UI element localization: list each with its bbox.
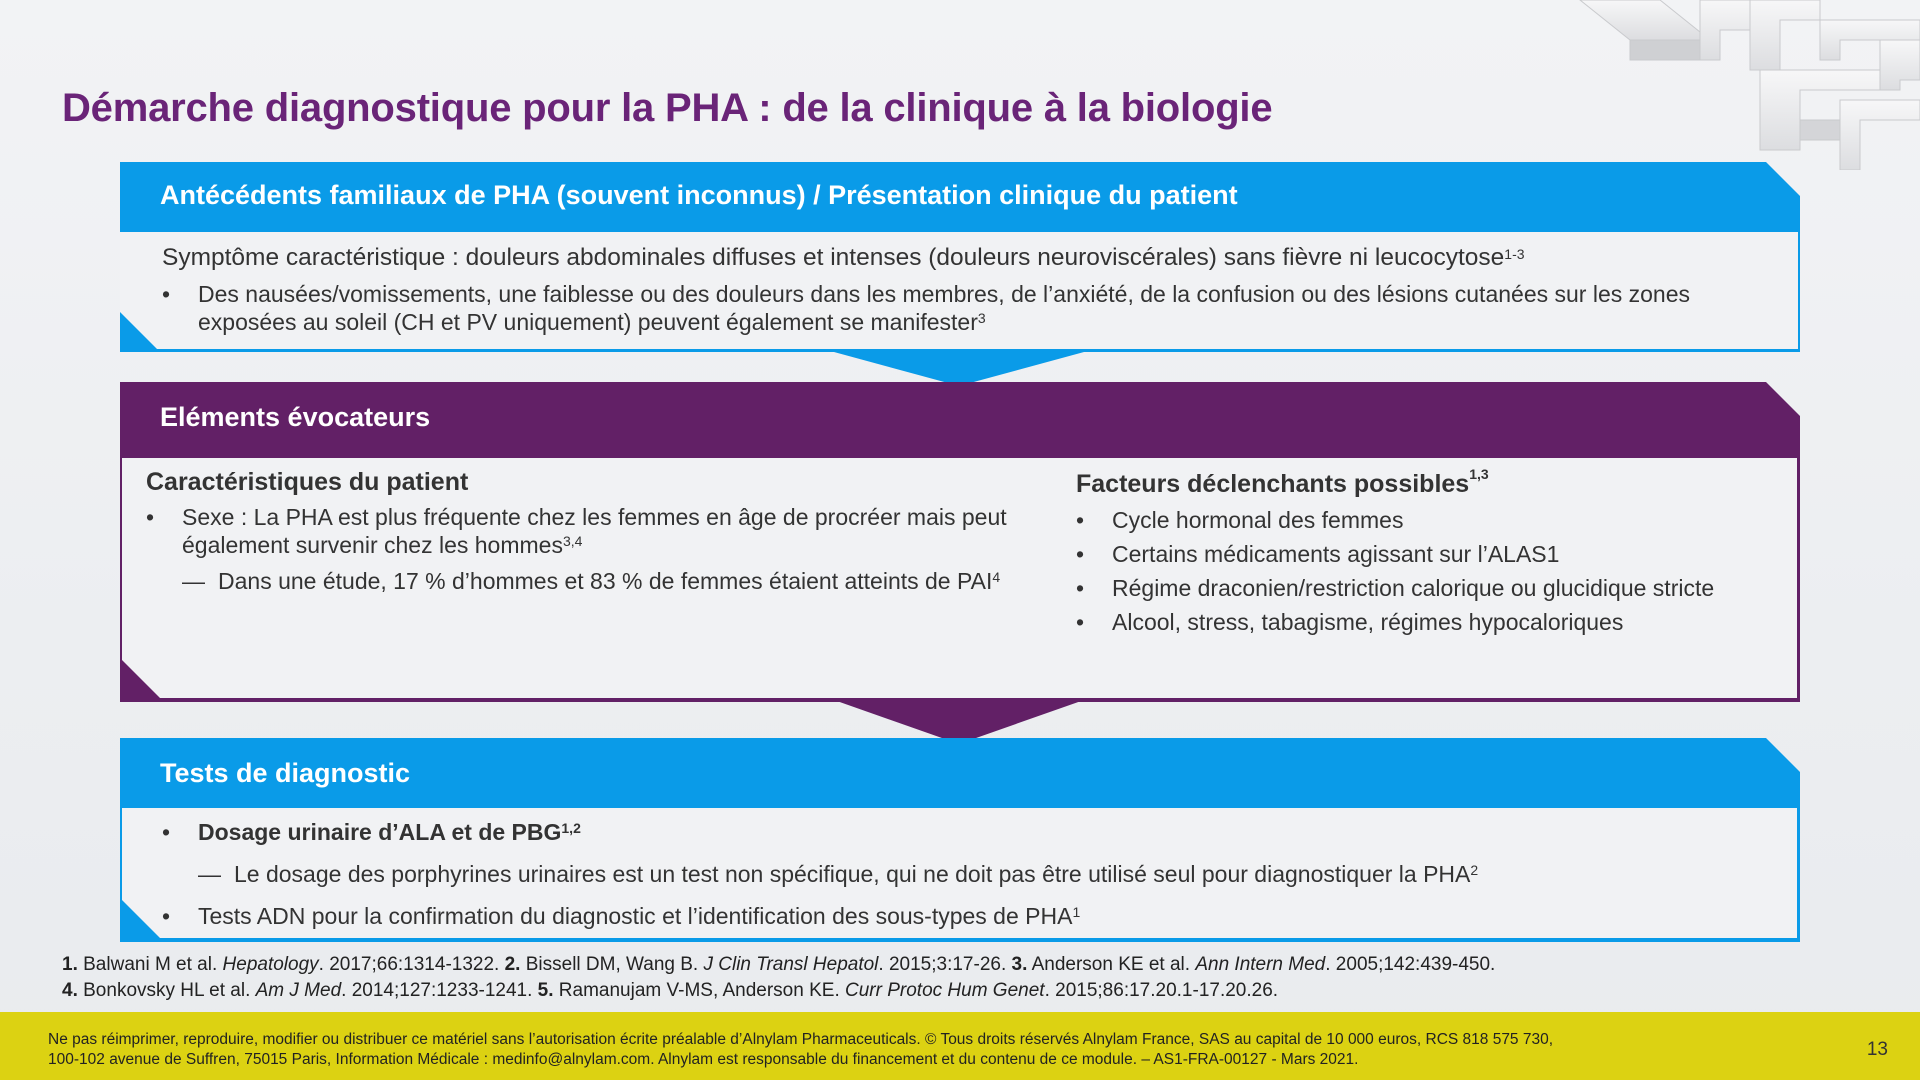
evocative-elements-box [118, 380, 1802, 744]
list-item [1076, 537, 1776, 571]
urinary-assay-bullet [162, 818, 1782, 846]
other-symptoms-text: Des nausées/vomissements, une faiblesse ou des douleurs dans les membres, de l’anxiété, de la confusion ou des lésions cutanées sur les zones exposées au soleil (CH et PV uniquement) peuvent également se manifester [198, 281, 1691, 335]
ref-details: . 2015;86:17.20.1-17.20.26. [1044, 980, 1279, 1001]
ref-authors: Anderson KE et al. [1027, 954, 1196, 975]
citation-superscript: 1,2 [561, 820, 581, 836]
triggers-column [1076, 466, 1776, 639]
triggers-list [1076, 503, 1776, 639]
sex-bullet-text: Sexe : La PHA est plus fréquente chez les femmes en âge de procréer mais peut également survenir chez les hommes [182, 504, 1007, 558]
other-symptoms-bullet [162, 280, 1782, 336]
bullet-marker: • [146, 504, 155, 530]
citation-superscript: 4 [992, 569, 1001, 585]
ref-journal: J Clin Transl Hepatol [703, 954, 879, 975]
ref-authors: Balwani M et al. [77, 954, 223, 975]
legal-footer-line-2: 100-102 avenue de Suffren, 75015 Paris, Information Médicale : medinfo@alnylam.com. Alnylam est responsable du financement et du contenu de ce module. – AS1-FRA-00127 - Mars 2021. [48, 1051, 1359, 1068]
ref-journal: Hepatology [222, 954, 319, 975]
clinical-box-header: Antécédents familiaux de PHA (souvent inconnus) / Présentation clinique du patient [160, 180, 1238, 210]
ref-authors: Ramanujam V-MS, Anderson KE. [553, 980, 845, 1001]
references-line-2 [62, 978, 1495, 1004]
bullet-marker: • [162, 281, 171, 307]
study-dash-text: Dans une étude, 17 % d’hommes et 83 % de femmes étaient atteints de PAI [218, 568, 993, 594]
ref-number: 5. [537, 980, 554, 1001]
porphyrin-dash-text: Le dosage des porphyrines urinaires est un test non spécifique, qui ne doit pas être utilisé seul pour diagnostiquer la PHA [234, 861, 1471, 887]
slide-title: Démarche diagnostique pour la PHA : de la clinique à la biologie [62, 86, 1273, 130]
patient-characteristics-heading: Caractéristiques du patient [146, 468, 469, 496]
trigger-text: Certains médicaments agissant sur l’ALAS1 [1112, 541, 1560, 567]
triggers-heading [1076, 466, 1776, 499]
trigger-text: Régime draconien/restriction calorique ou glucidique stricte [1112, 575, 1715, 601]
ref-authors: Bissell DM, Wang B. [520, 954, 704, 975]
bullet-marker: • [162, 819, 171, 845]
maze-image [1280, 0, 1920, 170]
ref-journal: Curr Protoc Hum Genet [845, 980, 1045, 1001]
legal-footer-line-1: Ne pas réimprimer, reproduire, modifier ou distribuer ce matériel sans l’autorisation écrite préalable d’Alnylam Pharmaceuticals. © Tous droits réservés Alnylam France, SAS au capital de 10 000 euros, RCS 818 575 730, [48, 1031, 1554, 1048]
bullet-marker: • [1076, 541, 1085, 567]
ref-authors: Bonkovsky HL et al. [77, 980, 256, 1001]
list-item [1076, 503, 1776, 537]
dash-marker: — [182, 568, 205, 594]
bullet-marker: • [1076, 507, 1085, 533]
ref-number: 4. [62, 980, 78, 1001]
legal-footer-text [48, 1030, 1768, 1070]
trigger-text: Alcool, stress, tabagisme, régimes hypocaloriques [1112, 609, 1624, 635]
references-line-1 [62, 952, 1495, 978]
citation-superscript: 3,4 [562, 533, 583, 549]
study-dash-item [182, 567, 1062, 595]
dash-marker: — [198, 861, 221, 887]
list-item [1076, 605, 1776, 639]
sex-bullet [146, 503, 1026, 559]
dna-tests-bullet [162, 902, 1782, 930]
bullet-marker: • [1076, 609, 1085, 635]
diagnostic-box-header: Tests de diagnostic [160, 758, 411, 788]
patient-characteristics-column [146, 468, 1046, 595]
trigger-text: Cycle hormonal des femmes [1112, 507, 1404, 533]
triggers-heading-text: Facteurs déclenchants possibles [1076, 470, 1470, 498]
bullet-marker: • [1076, 575, 1085, 601]
ref-details: . 2014;127:1233-1241. [341, 980, 538, 1001]
clinical-presentation-box [118, 160, 1802, 386]
citation-superscript: 1,3 [1469, 466, 1489, 482]
characteristic-symptom [162, 244, 1782, 272]
ref-journal: Am J Med [255, 980, 342, 1001]
citation-superscript: 1-3 [1504, 246, 1525, 262]
references [62, 952, 1495, 1004]
ref-journal: Ann Intern Med [1195, 954, 1326, 975]
page-number: 13 [1866, 1039, 1888, 1060]
ref-details: . 2005;142:439-450. [1325, 954, 1496, 975]
citation-superscript: 3 [977, 310, 986, 326]
porphyrin-dash-item [198, 860, 1778, 888]
ref-number: 1. [62, 954, 78, 975]
characteristic-symptom-text: Symptôme caractéristique : douleurs abdominales diffuses et intenses (douleurs neuroviscérales) sans fièvre ni leucocytose [162, 244, 1505, 271]
ref-number: 3. [1011, 954, 1028, 975]
list-item [1076, 571, 1776, 605]
urinary-assay-text: Dosage urinaire d’ALA et de PBG [198, 819, 562, 845]
ref-number: 2. [504, 954, 521, 975]
bullet-marker: • [162, 903, 171, 929]
dna-tests-text: Tests ADN pour la confirmation du diagnostic et l’identification des sous-types de PHA [198, 903, 1073, 929]
diagnostic-tests-box [118, 736, 1802, 944]
legal-footer [0, 1012, 1920, 1080]
ref-details: . 2015;3:17-26. [878, 954, 1012, 975]
citation-superscript: 1 [1072, 904, 1081, 920]
ref-details: . 2017;66:1314-1322. [318, 954, 505, 975]
evocative-box-header: Eléments évocateurs [160, 402, 431, 432]
citation-superscript: 2 [1470, 862, 1479, 878]
